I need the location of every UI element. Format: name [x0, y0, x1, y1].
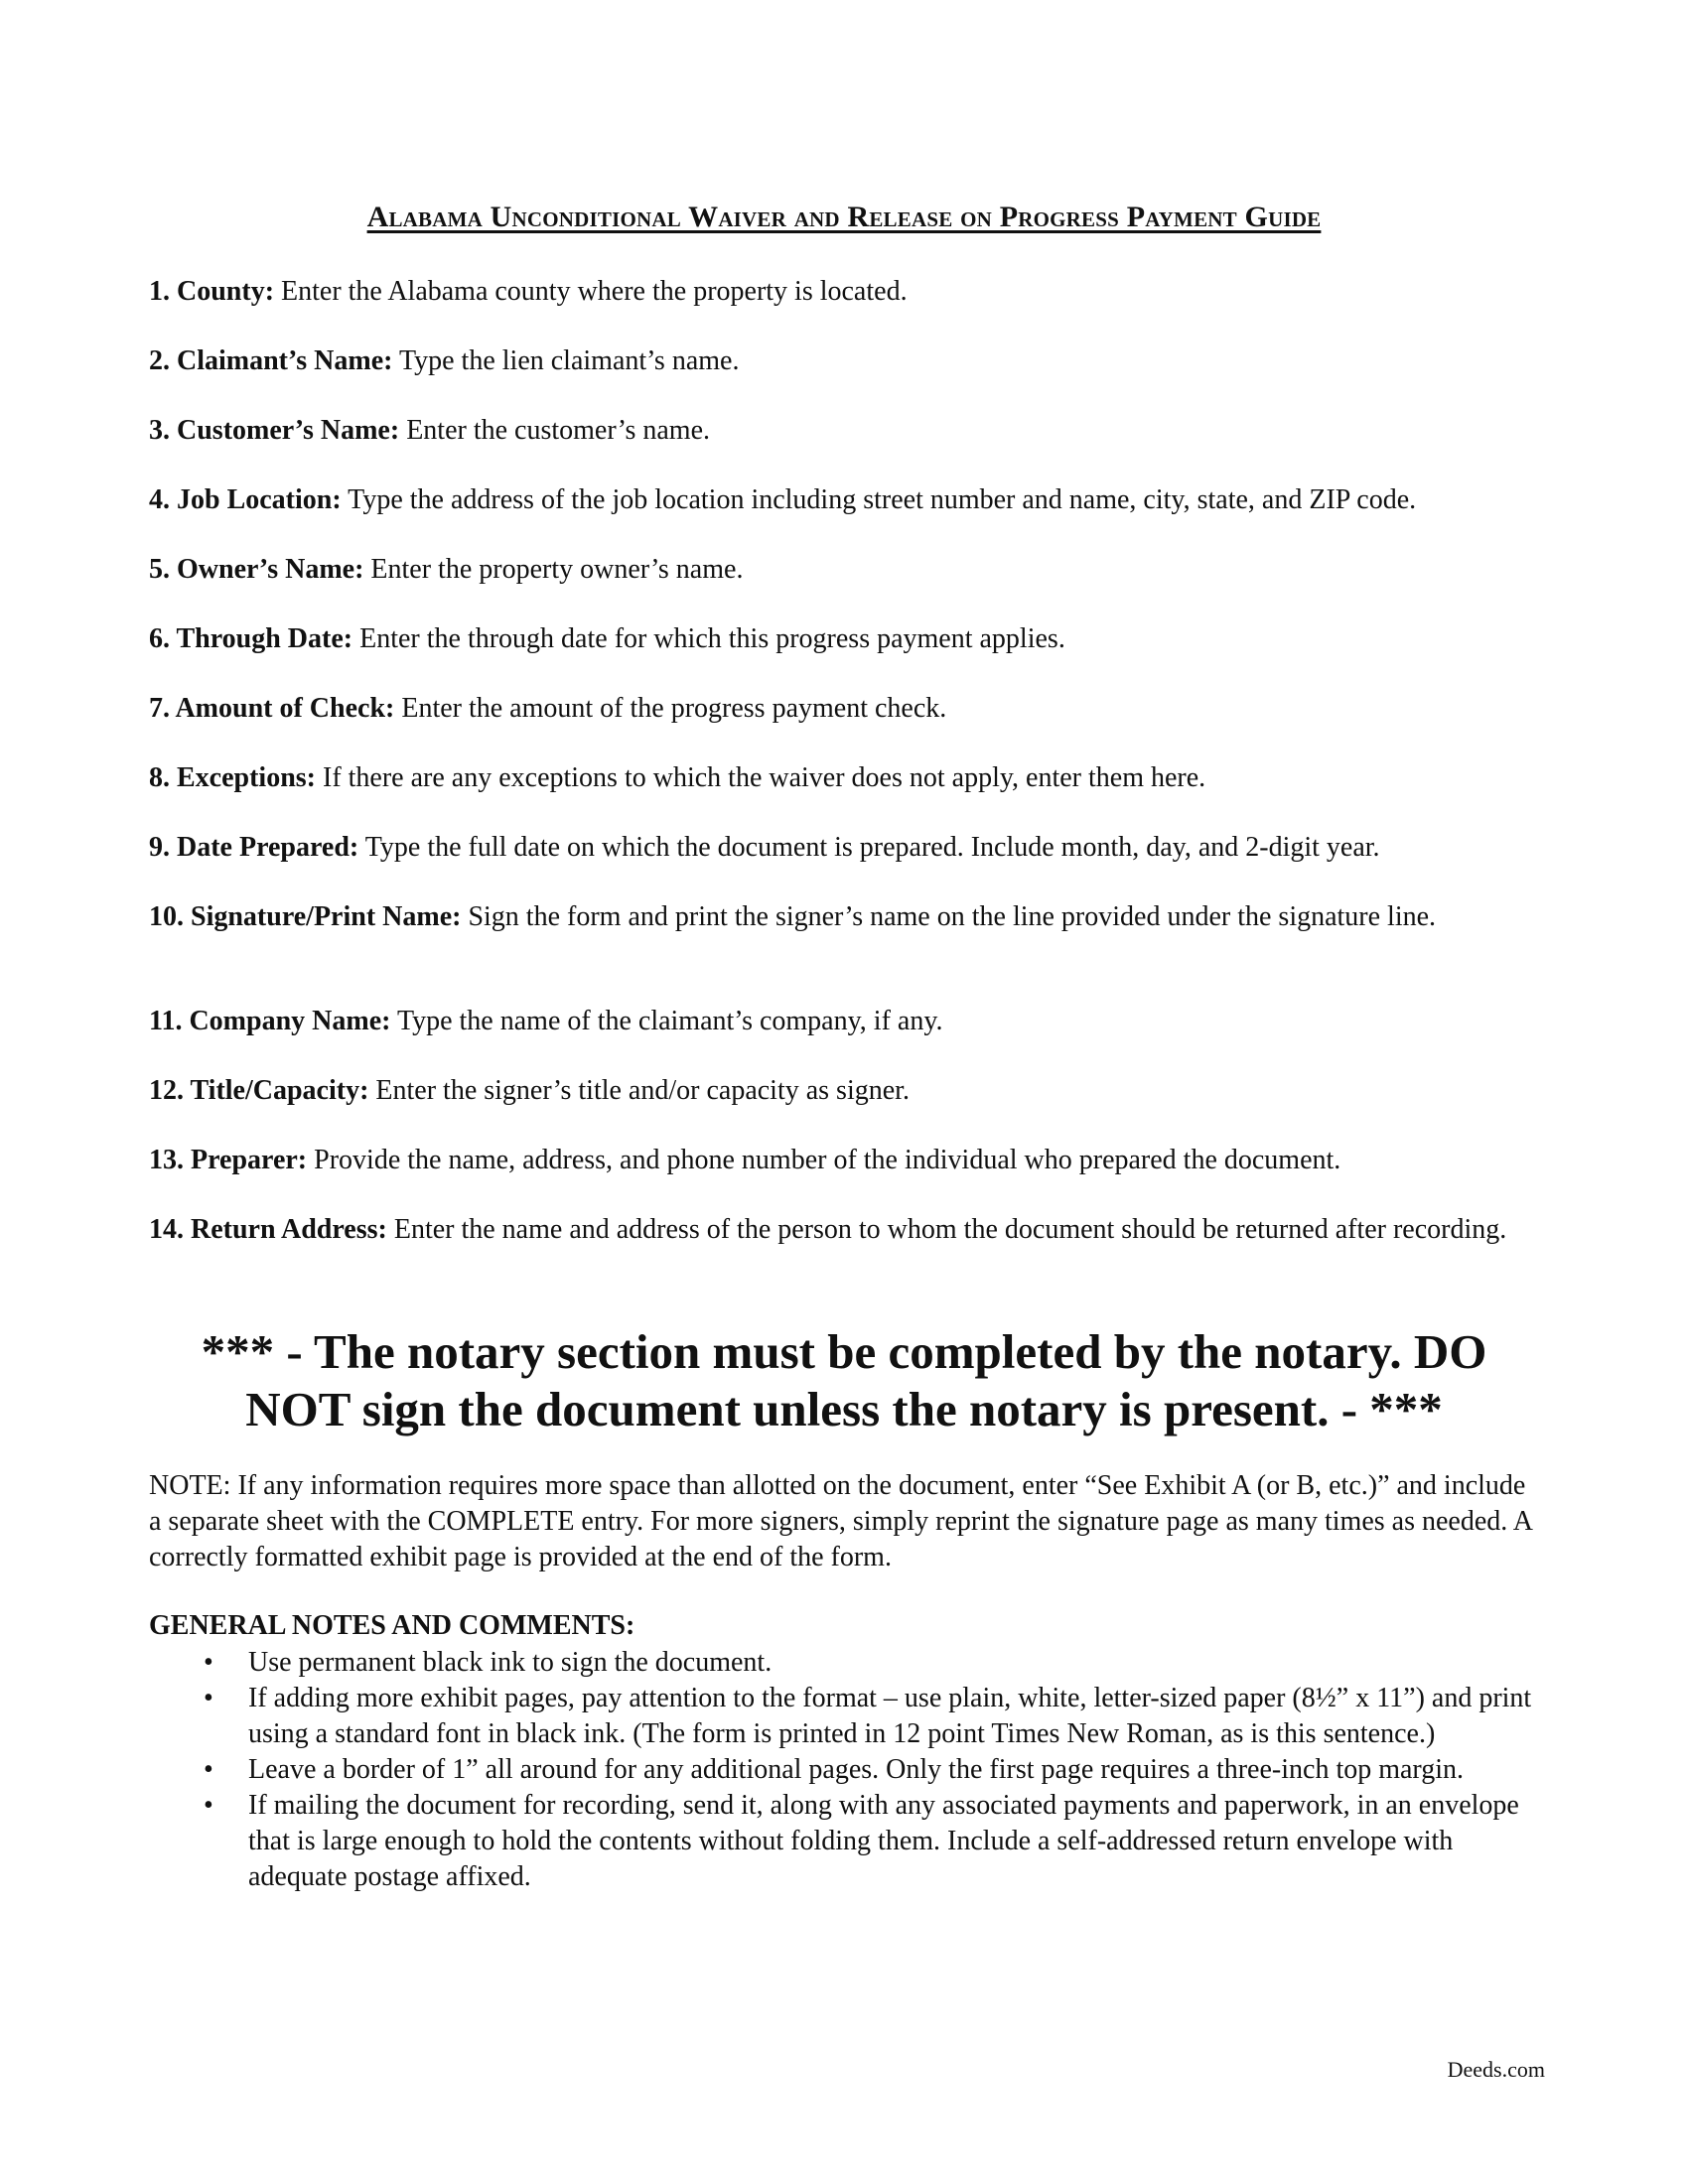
item-text: Type the name of the claimant’s company, if any. [390, 1006, 943, 1036]
item-label: 7. Amount of Check: [149, 693, 395, 724]
general-notes-heading: GENERAL NOTES AND COMMENTS: [149, 1610, 635, 1641]
bullet-icon: • [204, 1683, 213, 1713]
list-item-text: Use permanent black ink to sign the document. [248, 1647, 773, 1678]
item-label: 9. Date Prepared: [149, 832, 359, 863]
footer-source: Deeds.com [1447, 2057, 1545, 2082]
guide-item-through-date [149, 620, 1539, 657]
guide-item-date-prepared [149, 829, 1539, 866]
item-text: Enter the amount of the progress payment check. [394, 693, 947, 724]
item-label: 13. Preparer: [149, 1145, 308, 1175]
guide-item-title-capacity [149, 1072, 1539, 1109]
guide-item-county [149, 273, 1539, 310]
list-item [149, 1681, 1539, 1752]
guide-item-signature-print-name [149, 898, 1539, 935]
list-item [149, 1752, 1539, 1788]
list-item-text: Leave a border of 1” all around for any additional pages. Only the first page requires a three-inch top margin. [248, 1754, 1465, 1785]
item-text: Enter the property owner’s name. [363, 554, 744, 585]
bullet-icon: • [204, 1647, 213, 1678]
item-label: 10. Signature/Print Name: [149, 901, 462, 932]
item-label: 1. County: [149, 276, 275, 307]
item-label: 3. Customer’s Name: [149, 415, 400, 446]
guide-item-preparer [149, 1142, 1539, 1178]
item-text: Enter the signer’s title and/or capacity as signer. [368, 1075, 910, 1106]
item-label: 8. Exceptions: [149, 762, 316, 793]
notary-warning: *** - The notary section must be completed by the notary. DO NOT sign the document unless the notary is present. - *** [201, 1324, 1487, 1436]
list-item-text: If mailing the document for recording, send it, along with any associated payments and paperwork, in an envelope that is large enough to hold the contents without folding them. Include a self-addressed return envelope with adequate postage affixed. [248, 1790, 1519, 1892]
note-text: If any information requires more space than allotted on the document, enter “See Exhibit A (or B, etc.)” and include a separate sheet with the COMPLETE entry. For more signers, simply reprint the signature page as many times as needed. A correctly formatted exhibit page is provided at the end of the form. [149, 1470, 1532, 1572]
list-item [149, 1788, 1539, 1895]
item-label: 12. Title/Capacity: [149, 1075, 369, 1106]
item-text: Type the full date on which the document is prepared. Include month, day, and 2-digit year. [358, 832, 1380, 863]
guide-item-owner-name [149, 551, 1539, 588]
item-text: Enter the Alabama county where the property is located. [274, 276, 908, 307]
item-label: 14. Return Address: [149, 1214, 387, 1245]
item-text: Type the address of the job location including street number and name, city, state, and ZIP code. [341, 484, 1417, 515]
note-paragraph [149, 1468, 1539, 1575]
item-label: 4. Job Location: [149, 484, 342, 515]
page-title: Alabama Unconditional Waiver and Release on Progress Payment Guide [366, 201, 1322, 233]
guide-item-amount-of-check [149, 690, 1539, 727]
bullet-icon: • [204, 1790, 213, 1821]
item-text: If there are any exceptions to which the waiver does not apply, enter them here. [316, 762, 1206, 793]
item-label: 2. Claimant’s Name: [149, 345, 393, 376]
item-text: Enter the through date for which this progress payment applies. [352, 623, 1065, 654]
list-item [149, 1645, 1539, 1681]
note-label: NOTE: [149, 1470, 231, 1501]
item-label: 5. Owner’s Name: [149, 554, 364, 585]
item-text: Enter the name and address of the person to whom the document should be returned after recording. [386, 1214, 1507, 1245]
item-text: Sign the form and print the signer’s name on the line provided under the signature line. [461, 901, 1437, 932]
guide-item-job-location [149, 481, 1539, 518]
item-text: Type the lien claimant’s name. [392, 345, 740, 376]
list-item-text: If adding more exhibit pages, pay attention to the format – use plain, white, letter-sized paper (8½” x 11”) and print using a standard font in black ink. (The form is printed in 12 point Times New Roman, as is this sentence.) [248, 1683, 1532, 1749]
item-text: Provide the name, address, and phone number of the individual who prepared the document. [307, 1145, 1341, 1175]
item-label: 11. Company Name: [149, 1006, 391, 1036]
bullet-icon: • [204, 1754, 213, 1785]
item-text: Enter the customer’s name. [399, 415, 711, 446]
guide-item-return-address [149, 1211, 1539, 1248]
guide-item-claimant-name [149, 342, 1539, 379]
guide-item-company-name [149, 1003, 1539, 1039]
item-label: 6. Through Date: [149, 623, 353, 654]
guide-item-customer-name [149, 412, 1539, 449]
general-notes-list [149, 1645, 1539, 1895]
guide-item-exceptions [149, 759, 1539, 796]
